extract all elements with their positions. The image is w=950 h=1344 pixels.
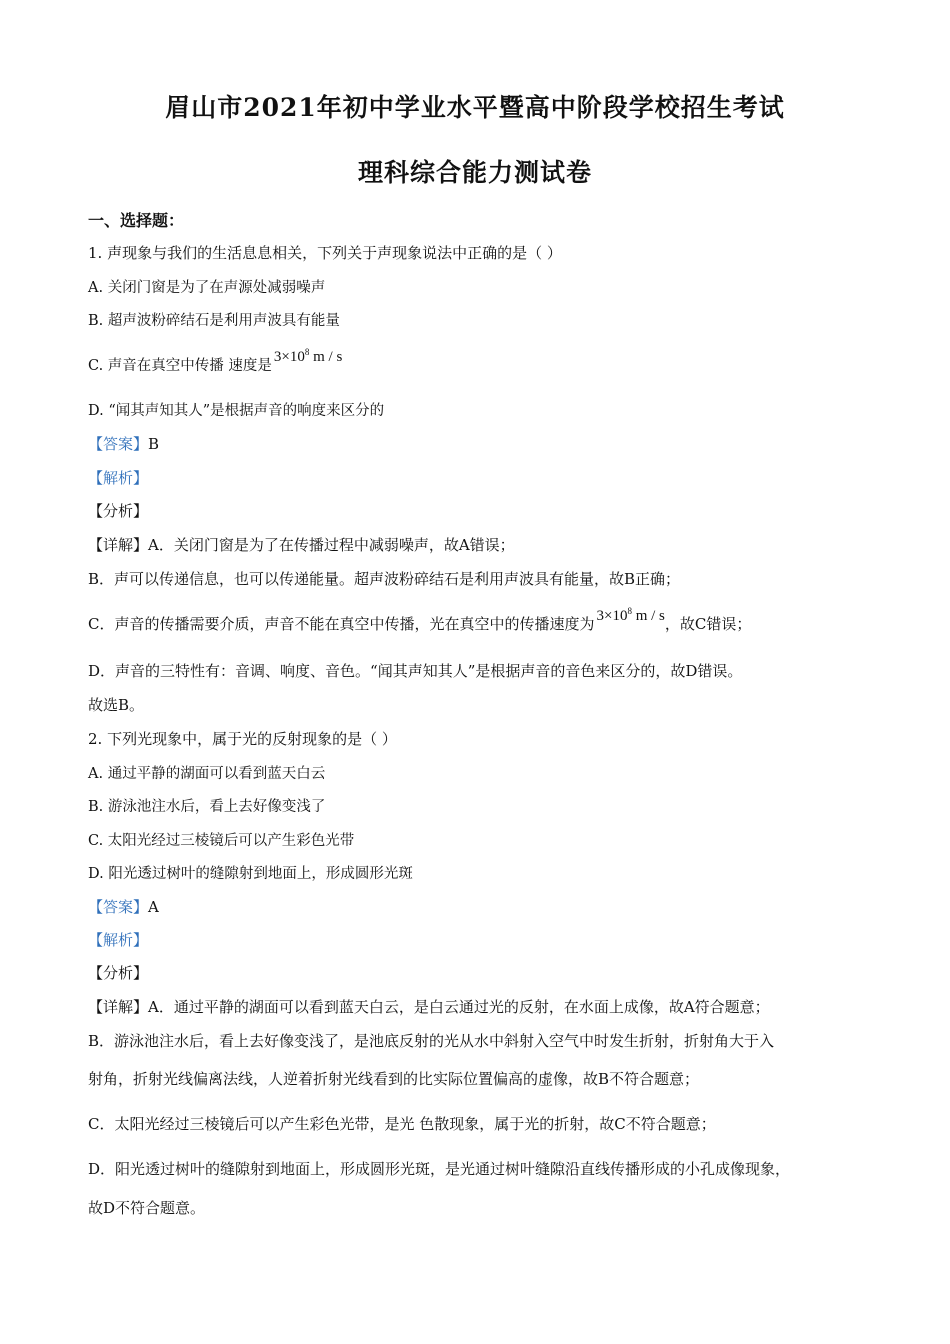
question-2-detail-c: C．太阳光经过三棱镜后可以产生彩色光带，是光 色散现象，属于光的折射，故C不符合题意； bbox=[88, 1115, 716, 1133]
question-2-detail-a bbox=[88, 996, 890, 1017]
question-1-option-a: A. 关闭门窗是为了在声源处减弱噪声 bbox=[88, 280, 326, 296]
exam-subtitle: 理科综合能力测试卷 bbox=[357, 158, 592, 187]
question-1-stem: 1. 声现象与我们的生活息息相关，下列关于声现象说法中正确的是（ ） bbox=[88, 244, 562, 262]
detail-speed-formula: $3\times 10^8$ m / s bbox=[596, 606, 665, 624]
detail-c-tail: ，故C错误； bbox=[664, 615, 752, 633]
answer-tag: 【答案】 bbox=[88, 898, 149, 916]
question-2-detail-b-line2: 射角，折射光线偏离法线，人逆着折射光线看到的比实际位置偏高的虚像，故B不符合题意； bbox=[88, 1070, 700, 1088]
question-2-option-c: C. 太阳光经过三棱镜后可以产生彩色光带 bbox=[88, 833, 355, 849]
answer-value: A bbox=[148, 898, 159, 916]
question-1-detail-c bbox=[88, 606, 890, 634]
question-1-fenxi-tag: 【分析】 bbox=[88, 502, 149, 520]
question-1-detail-b: B．声可以传递信息，也可以传递能量。超声波粉碎结石是利用声波具有能量，故B正确； bbox=[88, 570, 681, 588]
question-1-detail-a bbox=[88, 534, 890, 555]
exam-title: 眉山市2021年初中学业水平暨高中阶段学校招生考试 bbox=[165, 93, 785, 122]
detail-tag: 【详解】 bbox=[88, 536, 149, 554]
question-2-detail-d-line1: D．阳光透过树叶的缝隙射到地面上，形成圆形光斑，是光通过树叶缝隙沿直线传播形成的小孔成像现象， bbox=[88, 1160, 791, 1178]
answer-value: B bbox=[148, 435, 160, 453]
question-2-detail-b-line1: B．游泳池注水后，看上去好像变浅了，是池底反射的光从水中斜射入空气中时发生折射，折射角大于入 bbox=[88, 1032, 775, 1050]
question-2-option-a: A. 通过平静的湖面可以看到蓝天白云 bbox=[88, 766, 326, 782]
question-1-option-b: B. 超声波粉碎结石是利用声波具有能量 bbox=[88, 313, 340, 329]
detail-a-text: A．通过平静的湖面可以看到蓝天白云，是白云通过光的反射，在水面上成像，故A符合题意； bbox=[148, 998, 770, 1016]
detail-c-text: C．声音的传播需要介质，声音不能在真空中传播，光在真空中的传播速度为 bbox=[88, 615, 595, 633]
answer-tag: 【答案】 bbox=[88, 435, 149, 453]
question-1-analysis-tag: 【解析】 bbox=[88, 469, 149, 487]
question-2-fenxi-tag: 【分析】 bbox=[88, 964, 149, 982]
detail-tag: 【详解】 bbox=[88, 998, 149, 1016]
question-2-stem: 2. 下列光现象中，属于光的反射现象的是（ ） bbox=[88, 730, 397, 748]
option-c-text: C. 声音在真空中传播 速度是 bbox=[88, 358, 272, 374]
question-2-option-d: D. 阳光透过树叶的缝隙射到地面上，形成圆形光斑 bbox=[88, 866, 413, 882]
detail-a-text: A．关闭门窗是为了在传播过程中减弱噪声，故A错误； bbox=[148, 536, 515, 554]
question-1-option-c bbox=[88, 347, 890, 375]
question-1-detail-d: D．声音的三特性有：音调、响度、音色。“闻其声知其人”是根据声音的音色来区分的，故D错误。 bbox=[88, 662, 743, 680]
question-1-answer bbox=[88, 433, 890, 454]
section-heading: 一、选择题： bbox=[88, 211, 185, 230]
question-2-analysis-tag: 【解析】 bbox=[88, 931, 149, 949]
speed-of-light-formula: $3\times 10^8$ m / s bbox=[273, 347, 343, 365]
question-2-detail-d-line2: 故D不符合题意。 bbox=[88, 1199, 206, 1217]
question-2-answer bbox=[88, 896, 890, 917]
question-2-option-b: B. 游泳池注水后，看上去好像变浅了 bbox=[88, 799, 326, 815]
question-1-conclusion: 故选B。 bbox=[88, 696, 145, 714]
question-1-option-d: D. “闻其声知其人”是根据声音的响度来区分的 bbox=[88, 403, 385, 419]
